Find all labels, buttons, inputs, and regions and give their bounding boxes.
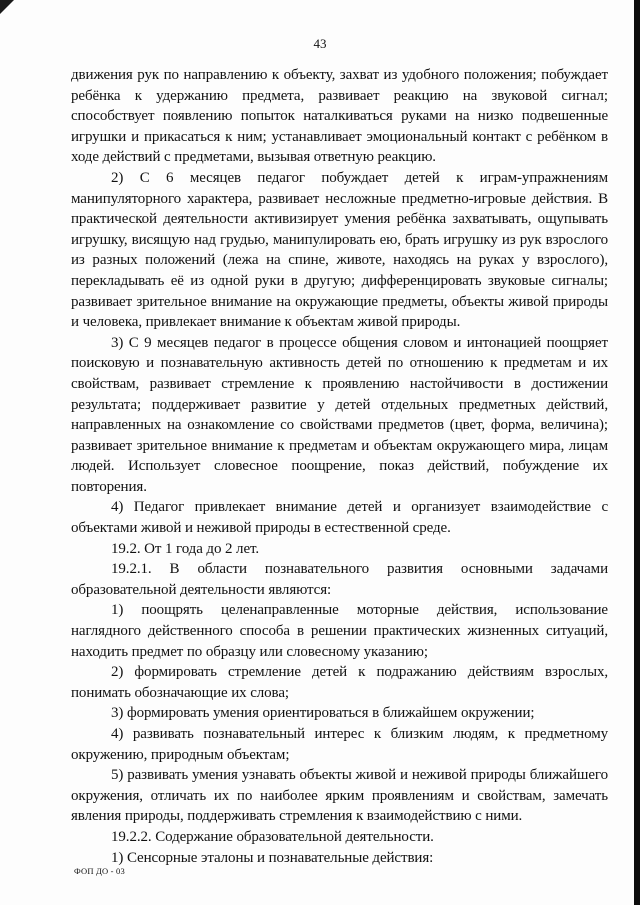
task-item-3: 3) формировать умения ориентироваться в ближайшем окружении; [111,705,535,722]
paragraph-item-2: 2) С 6 месяцев педагог побуждает детей к играм-упражнениям манипуляторного характера, развивает несложные предметно-игровые действия. В практической деятельности активизирует умения ребёнка захватывать, ощупывать игрушку, висящую над грудью, манипулировать ею, брать игрушку из рук взрослого из разных положений (лежа на спине, животе, находясь на руках у взрослого), перекладывать её из одной руки в другую; дифференцировать звуковые сигналы; развивает зрительное внимание на окружающие предметы, объекты живой природы и человека, привлекает внимание к объектам живой природы. [71,169,608,331]
section-heading-19-2-2: 19.2.2. Содержание образовательной деятельности. [111,828,434,845]
subsection-heading-1: 1) Сенсорные эталоны и познавательные действия: [111,849,434,866]
page-number: 43 [313,36,327,51]
paragraph-item-4: 4) Педагог привлекает внимание детей и организует взаимодействие с объектами живой и неживой природы в естественной среде. [71,499,608,537]
task-item-1: 1) поощрять целенаправленные моторные действия, использование наглядного действенного способа в решении практических жизненных ситуаций, находить предмет по образцу или словесному указанию; [71,602,608,660]
body-text [71,65,608,868]
task-item-5: 5) развивать умения узнавать объекты живой и неживой природы ближайшего окружения, отличать их по наиболее ярким проявлениям и свойствам, замечать явления природы, поддерживать стремления к взаимодействию с ними. [71,767,608,825]
scan-corner-artifact [0,0,14,14]
scan-edge-artifact [634,0,640,905]
paragraph-continuation: движения рук по направлению к объекту, захват из удобного положения; побуждает ребёнка к удержанию предмета, развивает реакцию на звуковой сигнал; способствует появлению попыток наталкиваться руками на низко подвешенные игрушки и прикасаться к ним; устанавливает эмоциональный контакт с ребёнком в ходе действий с предметами, вызывая ответную реакцию. [71,67,608,166]
paragraph-item-3: 3) С 9 месяцев педагог в процессе общения словом и интонацией поощряет поисковую и познавательную активность детей по отношению к предметам и их свойствам, развивает стремление к проявлению настойчивости в достижении результата; поддерживает развитие у детей отдельных предметных действий, направленных на ознакомление со свойствами предметов (цвет, форма, величина); развивает зрительное внимание к предметам и объектам окружающего мира, лицам людей. Использует словесное поощрение, показ действий, побуждение их повторения. [71,334,608,495]
section-heading-19-2: 19.2. От 1 года до 2 лет. [111,540,259,557]
section-intro-19-2-1: 19.2.1. В области познавательного развития основными задачами образовательной деятельности являются: [71,561,608,598]
page-footer: ФОП ДО - 03 [74,866,125,876]
task-item-2: 2) формировать стремление детей к подражанию действиям взрослых, понимать обозначающие их слова; [71,664,608,701]
task-item-4: 4) развивать познавательный интерес к близким людям, к предметному окружению, природным объектам; [71,726,608,763]
